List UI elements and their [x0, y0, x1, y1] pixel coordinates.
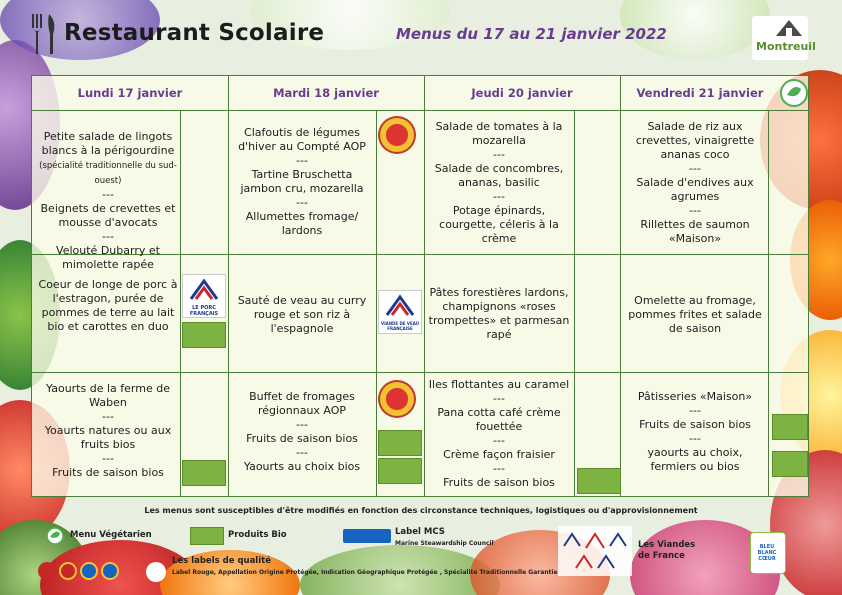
day-header-thursday: Jeudi 20 janvier	[471, 86, 573, 100]
igp-icon	[80, 562, 98, 580]
porc-francais-icon	[182, 274, 226, 318]
legend-viandes-label: Les Viandes de France	[638, 540, 696, 561]
monday-main: Coeur de longe de porc à l'estragon, purée de pommes de terre au lait bio et carottes en duo	[38, 278, 178, 333]
bio-label-icon	[772, 414, 808, 440]
montreuil-logo	[752, 16, 816, 60]
bio-label-icon	[190, 527, 224, 545]
legend-quality-label: Les labels de qualité	[172, 556, 271, 566]
legend-mcs-sublabel: Marine Steawardship Council	[395, 540, 494, 547]
bio-label-icon	[182, 322, 226, 348]
label-column-divider	[574, 110, 575, 496]
monday-starter-note: (spécialité traditionnelle du sud-ouest)	[39, 161, 177, 186]
legend-bio-label: Produits Bio	[228, 530, 287, 540]
menu-dates: Menus du 17 au 21 janvier 2022	[396, 25, 667, 43]
label-rouge-icon	[38, 562, 56, 580]
thursday-desserts: Iles flottantes au caramel --- Pana cotta café crème fouettée --- Crème façon fraisier --- Fruits de saison bios	[428, 378, 570, 489]
stg-icon	[101, 562, 119, 580]
monday-starters-rest: --- Beignets de crevettes et mousse d'avocats --- Velouté Dubarry et mimolette rapée	[40, 188, 176, 271]
viande-veau-label: VIANDE DE VEAU FRANÇAISE	[381, 321, 419, 331]
bio-label-icon	[182, 460, 226, 486]
porc-francais-label: LE PORC FRANÇAIS	[189, 305, 219, 317]
friday-starters: Salade de riz aux crevettes, vinaigrette ananas coco --- Salade d'endives aux agrumes --- Rillettes de saumon «Maison»	[635, 120, 755, 245]
label-column-divider	[376, 110, 377, 496]
day-header-friday: Vendredi 21 janvier	[636, 86, 764, 100]
column-divider	[620, 76, 621, 496]
cutlery-icon	[27, 12, 61, 56]
tuesday-desserts: Buffet de fromages régionnaux AOP --- Fruits de saison bios --- Yaourts au choix bios	[243, 390, 361, 473]
label-column-divider	[768, 110, 769, 496]
bio-label-icon	[378, 458, 422, 484]
bio-label-icon	[378, 430, 422, 456]
page-title: Restaurant Scolaire	[64, 20, 325, 46]
montreuil-logo-text: Montreuil	[756, 40, 816, 53]
bio-label-icon	[577, 468, 621, 494]
tuesday-starters: Clafoutis de légumes d'hiver au Compté AOP --- Tartine Bruschetta jambon cru, mozarella --- Allumettes fromage/ lardons	[238, 126, 366, 237]
friday-main: Omelette au fromage, pommes frites et salade de saison	[628, 294, 762, 335]
day-header-tuesday: Mardi 18 janvier	[273, 86, 379, 100]
column-divider	[424, 76, 425, 496]
monday-desserts: Yaourts de la ferme de Waben --- Yoaurts natures ou aux fruits bios --- Fruits de saison bios	[44, 382, 172, 479]
viande-veau-francaise-icon	[378, 290, 422, 334]
bbc-label: BLEU BLANC CŒUR	[757, 544, 777, 562]
page-header	[0, 0, 842, 70]
viandes-de-france-icon	[558, 526, 632, 576]
disclaimer-text: Les menus sont susceptibles d'être modifiés en fonction des circonstance techniques, logistiques ou d'approvisionnement	[144, 506, 698, 515]
monday-starters	[38, 116, 178, 286]
legend-vegetarian-label: Menu Végétarien	[70, 530, 152, 540]
quality-badge-icon	[146, 562, 166, 582]
tuesday-main: Sauté de veau au curry rouge et son riz à l'espagnole	[237, 294, 367, 335]
day-header-monday: Lundi 17 janvier	[77, 86, 183, 100]
aop-icon	[59, 562, 77, 580]
label-column-divider	[180, 110, 181, 496]
thursday-starters: Salade de tomates à la mozarella --- Salade de concombres, ananas, basilic --- Potage épinards, courgette, céleris à la crème	[434, 120, 564, 245]
vegetarian-menu-icon	[46, 527, 64, 545]
column-divider	[228, 76, 229, 496]
legend-quality-sublabel: Label Rouge, Appellation Origine Protégée, Indication Géographique Protégée , Spécialité Traditionnelle Garantie	[172, 569, 558, 576]
legend-mcs-label: Label MCS	[395, 527, 445, 537]
aop-label-icon	[378, 380, 416, 418]
monday-starter-1: Petite salade de lingots blancs à la périgourdine	[41, 130, 175, 157]
bio-label-icon	[772, 451, 808, 477]
vegetarian-menu-icon	[780, 79, 808, 107]
row-divider	[32, 372, 808, 373]
friday-desserts: Pâtisseries «Maison» --- Fruits de saison bios --- yaourts au choix, fermiers ou bios	[637, 390, 753, 473]
aop-label-icon	[378, 116, 416, 154]
menu-table	[31, 75, 809, 497]
mcs-fish-icon	[343, 529, 391, 543]
thursday-main: Pâtes forestières lardons, champignons «roses trompettes» et parmesan rapé	[428, 286, 570, 341]
row-divider	[32, 110, 808, 111]
